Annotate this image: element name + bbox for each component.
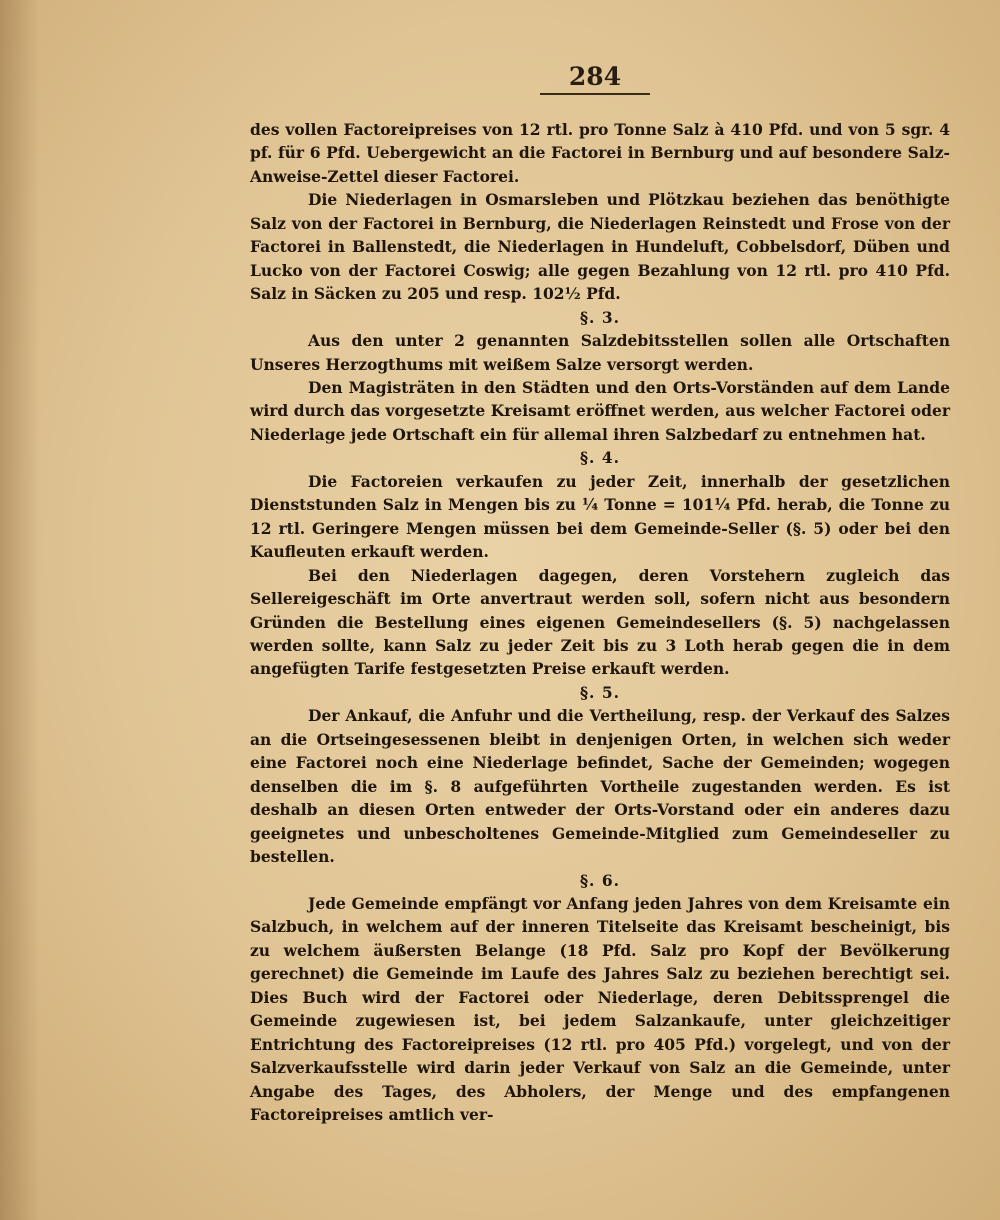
paragraph: Die Niederlagen in Osmarsleben und Plötzkau beziehen das benöthigte Salz von der Factorei in Bernburg, die Niederlagen Reinstedt und Frose von der Factorei in Ballenstedt, die Niederlagen in Hundeluft, Cobbelsdorf, Düben und Lucko von der Factorei Coswig; alle gegen Bezahlung von 12 rtl. pro 410 Pfd. Salz in Säcken zu 205 und resp. 102½ Pfd. [250, 190, 950, 304]
section-heading: §. 5. [579, 682, 621, 702]
paragraph: des vollen Factoreipreises von 12 rtl. pro Tonne Salz à 410 Pfd. und von 5 sgr. 4 pf. für 6 Pfd. Uebergewicht an die Factorei in Bernburg und auf besondere Salz-Anweise-Zettel dieser Factorei. [250, 120, 950, 186]
paragraph: Den Magisträten in den Städten und den Orts-Vorständen auf dem Lande wird durch das vorgesetzte Kreisamt eröffnet werden, aus welcher Factorei oder Niederlage jede Ortschaft ein für allemal ihren Salzbedarf zu entnehmen hat. [250, 377, 950, 444]
section-heading: §. 4. [579, 448, 621, 468]
page-body [250, 118, 950, 1126]
page-number: 284 [540, 62, 650, 95]
paragraph: Der Ankauf, die Anfuhr und die Vertheilung, resp. der Verkauf des Salzes an die Ortseingesessenen bleibt in denjenigen Orten, in welchen sich weder eine Factorei noch eine Niederlage befindet, Sache der Gemeinden; wogegen denselben die im §. 8 aufgeführten Vortheile zugestanden werden. Es ist deshalb an diesen Orten entweder der Orts-Vorstand oder ein anderes dazu geeignetes und unbescholtenes Gemeinde-Mitglied zum Gemeindeseller zu bestellen. [250, 706, 950, 867]
paragraph: Bei den Niederlagen dagegen, deren Vorstehern zugleich das Sellereigeschäft im Orte anvertraut werden soll, sofern nicht aus besondern Gründen die Bestellung eines eigenen Gemeindesellers (§. 5) nachgelassen werden sollte, kann Salz zu jeder Zeit bis zu 3 Loth herab gegen die in dem angefügten Tarife festgesetzten Preise erkauft werden. [250, 565, 950, 679]
paragraph: Die Factoreien verkaufen zu jeder Zeit, innerhalb der gesetzlichen Dienststunden Salz in Mengen bis zu ¼ Tonne = 101¼ Pfd. herab, die Tonne zu 12 rtl. Geringere Mengen müssen bei dem Gemeinde-Seller (§. 5) oder bei den Kaufleuten erkauft werden. [250, 471, 950, 562]
section-heading: §. 3. [579, 307, 621, 327]
page-edge-shadow [0, 0, 40, 1220]
paragraph: Aus den unter 2 genannten Salzdebitsstellen sollen alle Ortschaften Unseres Herzogthums mit weißem Salze versorgt werden. [250, 331, 950, 374]
section-heading: §. 6. [579, 870, 621, 890]
paragraph: Jede Gemeinde empfängt vor Anfang jeden Jahres von dem Kreisamte ein Salzbuch, in welchem auf der inneren Titelseite das Kreisamt bescheinigt, bis zu welchem äußersten Belange (18 Pfd. Salz pro Kopf der Bevölkerung gerechnet) die Gemeinde im Laufe des Jahres Salz zu beziehen berechtigt sei. Dies Buch wird der Factorei oder Niederlage, deren Debitssprengel die Gemeinde zugewiesen ist, bei jedem Salzankaufe, unter gleichzeitiger Entrichtung des Factoreipreises (12 rtl. pro 405 Pfd.) vorgelegt, und von der Salzverkaufsstelle wird darin jeder Verkauf von Salz an die Gemeinde, unter Angabe des Tages, des Abholers, der Menge und des empfangenen Factoreipreises amtlich ver- [250, 893, 950, 1125]
